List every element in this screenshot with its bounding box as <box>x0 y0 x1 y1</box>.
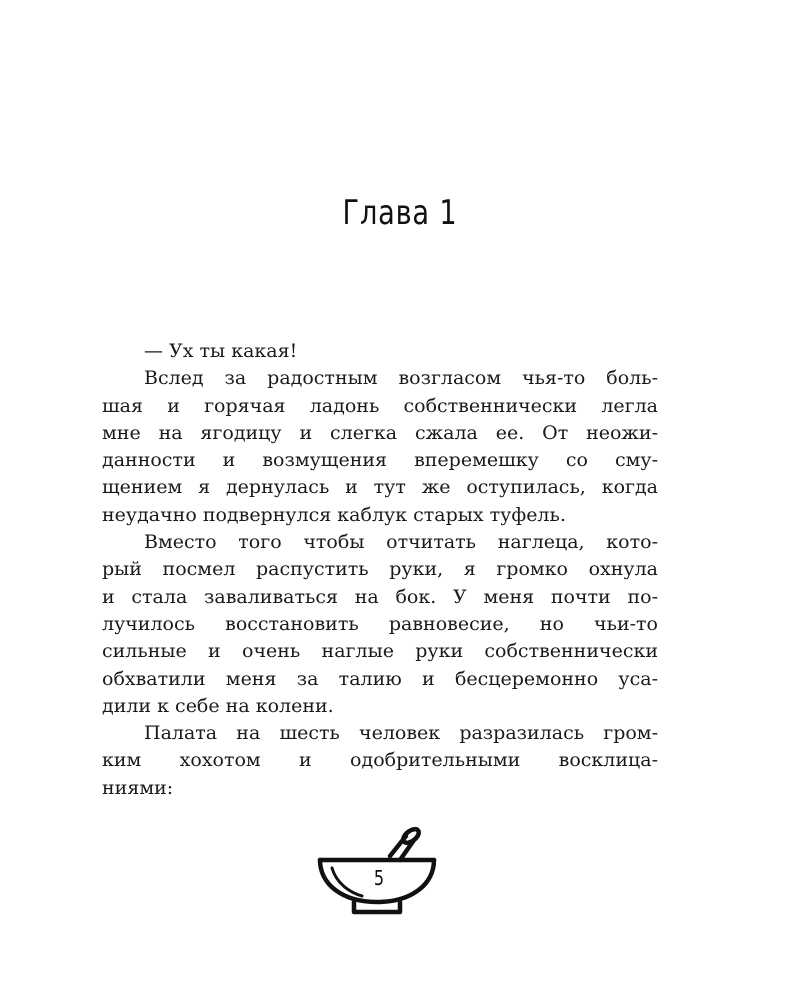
text-line: ким хохотом и одобрительными восклица- <box>102 749 658 772</box>
text-line: лучилось восстановить равновесие, но чьи-то <box>102 612 658 635</box>
text-line: — Ух ты какая! <box>144 340 298 362</box>
text-line: мне на ягодицу и слегка сжала ее. От неожи- <box>102 421 658 444</box>
page-footer <box>312 822 442 922</box>
text-line: данности и возмущения вперемешку со сму- <box>102 449 658 472</box>
text-line: обхватили меня за талию и бесцеремонно уса- <box>102 667 658 690</box>
text-line: дили к себе на колени. <box>102 694 334 717</box>
text-line: сильные и очень наглые руки собственнически <box>102 640 658 663</box>
text-line: щением я дернулась и тут же оступилась, когда <box>102 476 658 499</box>
text-line: и стала заваливаться на бок. У меня почти по- <box>102 585 658 608</box>
text-line: Вслед за радостным возгласом чья-то боль- <box>144 367 658 390</box>
text-line: Вместо того чтобы отчитать наглеца, кото- <box>144 531 658 554</box>
chapter-body <box>102 338 658 802</box>
page-number: 5 <box>373 866 385 890</box>
text-line: шая и горячая ладонь собственнически легла <box>102 394 658 417</box>
text-line: неудачно подвернулся каблук старых туфель. <box>102 503 566 526</box>
chapter-title: Глава 1 <box>342 193 458 233</box>
text-line: Палата на шесть человек разразилась гром- <box>144 722 658 745</box>
text-line: ниями: <box>102 776 174 799</box>
text-line: рый посмел распустить руки, я громко охнула <box>102 558 658 581</box>
